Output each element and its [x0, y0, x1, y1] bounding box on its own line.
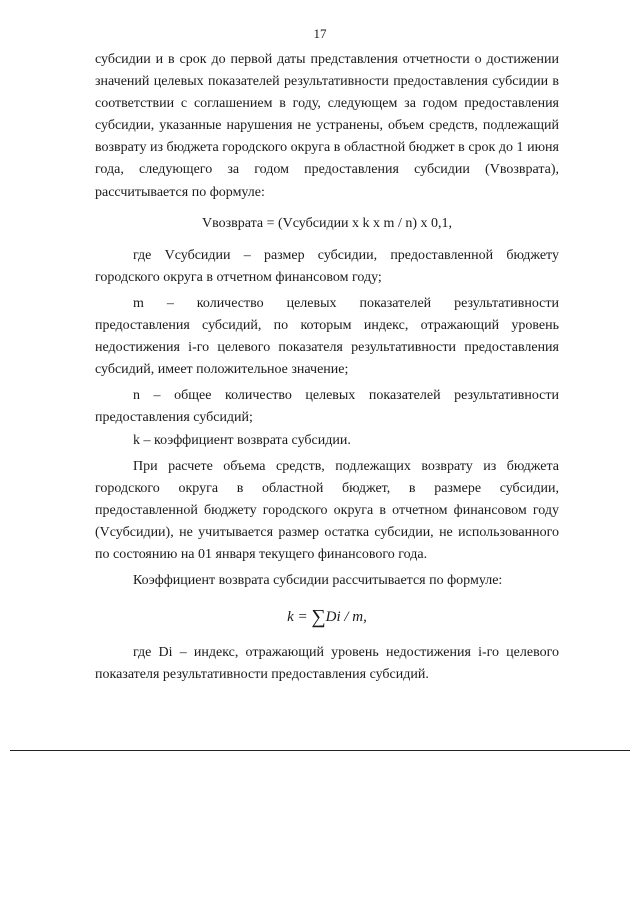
page-number: 17 [313, 26, 327, 41]
formula-coefficient [95, 606, 559, 628]
paragraph-k-definition: k – коэффициент возврата субсидии. [133, 432, 351, 448]
formula-return-volume: Vвозврата = (Vсубсидии x k x m / n) x 0,1, [201, 215, 452, 231]
document-body [95, 49, 559, 686]
paragraph-intro: субсидии и в срок до первой даты представления отчетности о достижении значений целевых показателей результативности предоставления субсидии в соответствии с соглашением в году, следующем за годом предоставления субсидии, указанные нарушения не устранены, объем средств, подлежащий возврату из бюджета городского округа в областной бюджет в срок до 1 июня года, следующего за годом предоставления субсидии (Vвозврата), рассчитывается по формуле: [95, 52, 559, 200]
sum-symbol: ∑ [311, 606, 326, 629]
paragraph-calculation-note: При расчете объема средств, подлежащих возврату из бюджета городского округа в областной бюджет, в размере субсидии, предоставленной бюджету городского округа в отчетном финансовом году (Vсубсидии), не учитывается размер остатка субсидии, не использованного по состоянию на 01 января текущего финансового года. [95, 458, 559, 562]
paragraph-m-definition: m – количество целевых показателей результативности предоставления субсидий, по которым индекс, отражающий уровень недостижения i-го целевого показателя результативности предоставления субсидий, имеет положительное значение; [95, 295, 559, 378]
formula-rhs: Di / m, [325, 609, 367, 626]
formula-lhs: k = [287, 609, 312, 626]
paragraph-vsubsidy-definition: где Vсубсидии – размер субсидии, предоставленной бюджету городского округа в отчетном финансовом году; [95, 247, 559, 285]
paragraph-di-definition: где Di – индекс, отражающий уровень недостижения i-го целевого показателя результативности предоставления субсидий. [95, 645, 559, 683]
paragraph-coefficient-intro: Коэффициент возврата субсидии рассчитывается по формуле: [133, 573, 503, 589]
paragraph-n-definition: n – общее количество целевых показателей результативности предоставления субсидий; [95, 388, 559, 426]
footer-divider [10, 750, 630, 751]
